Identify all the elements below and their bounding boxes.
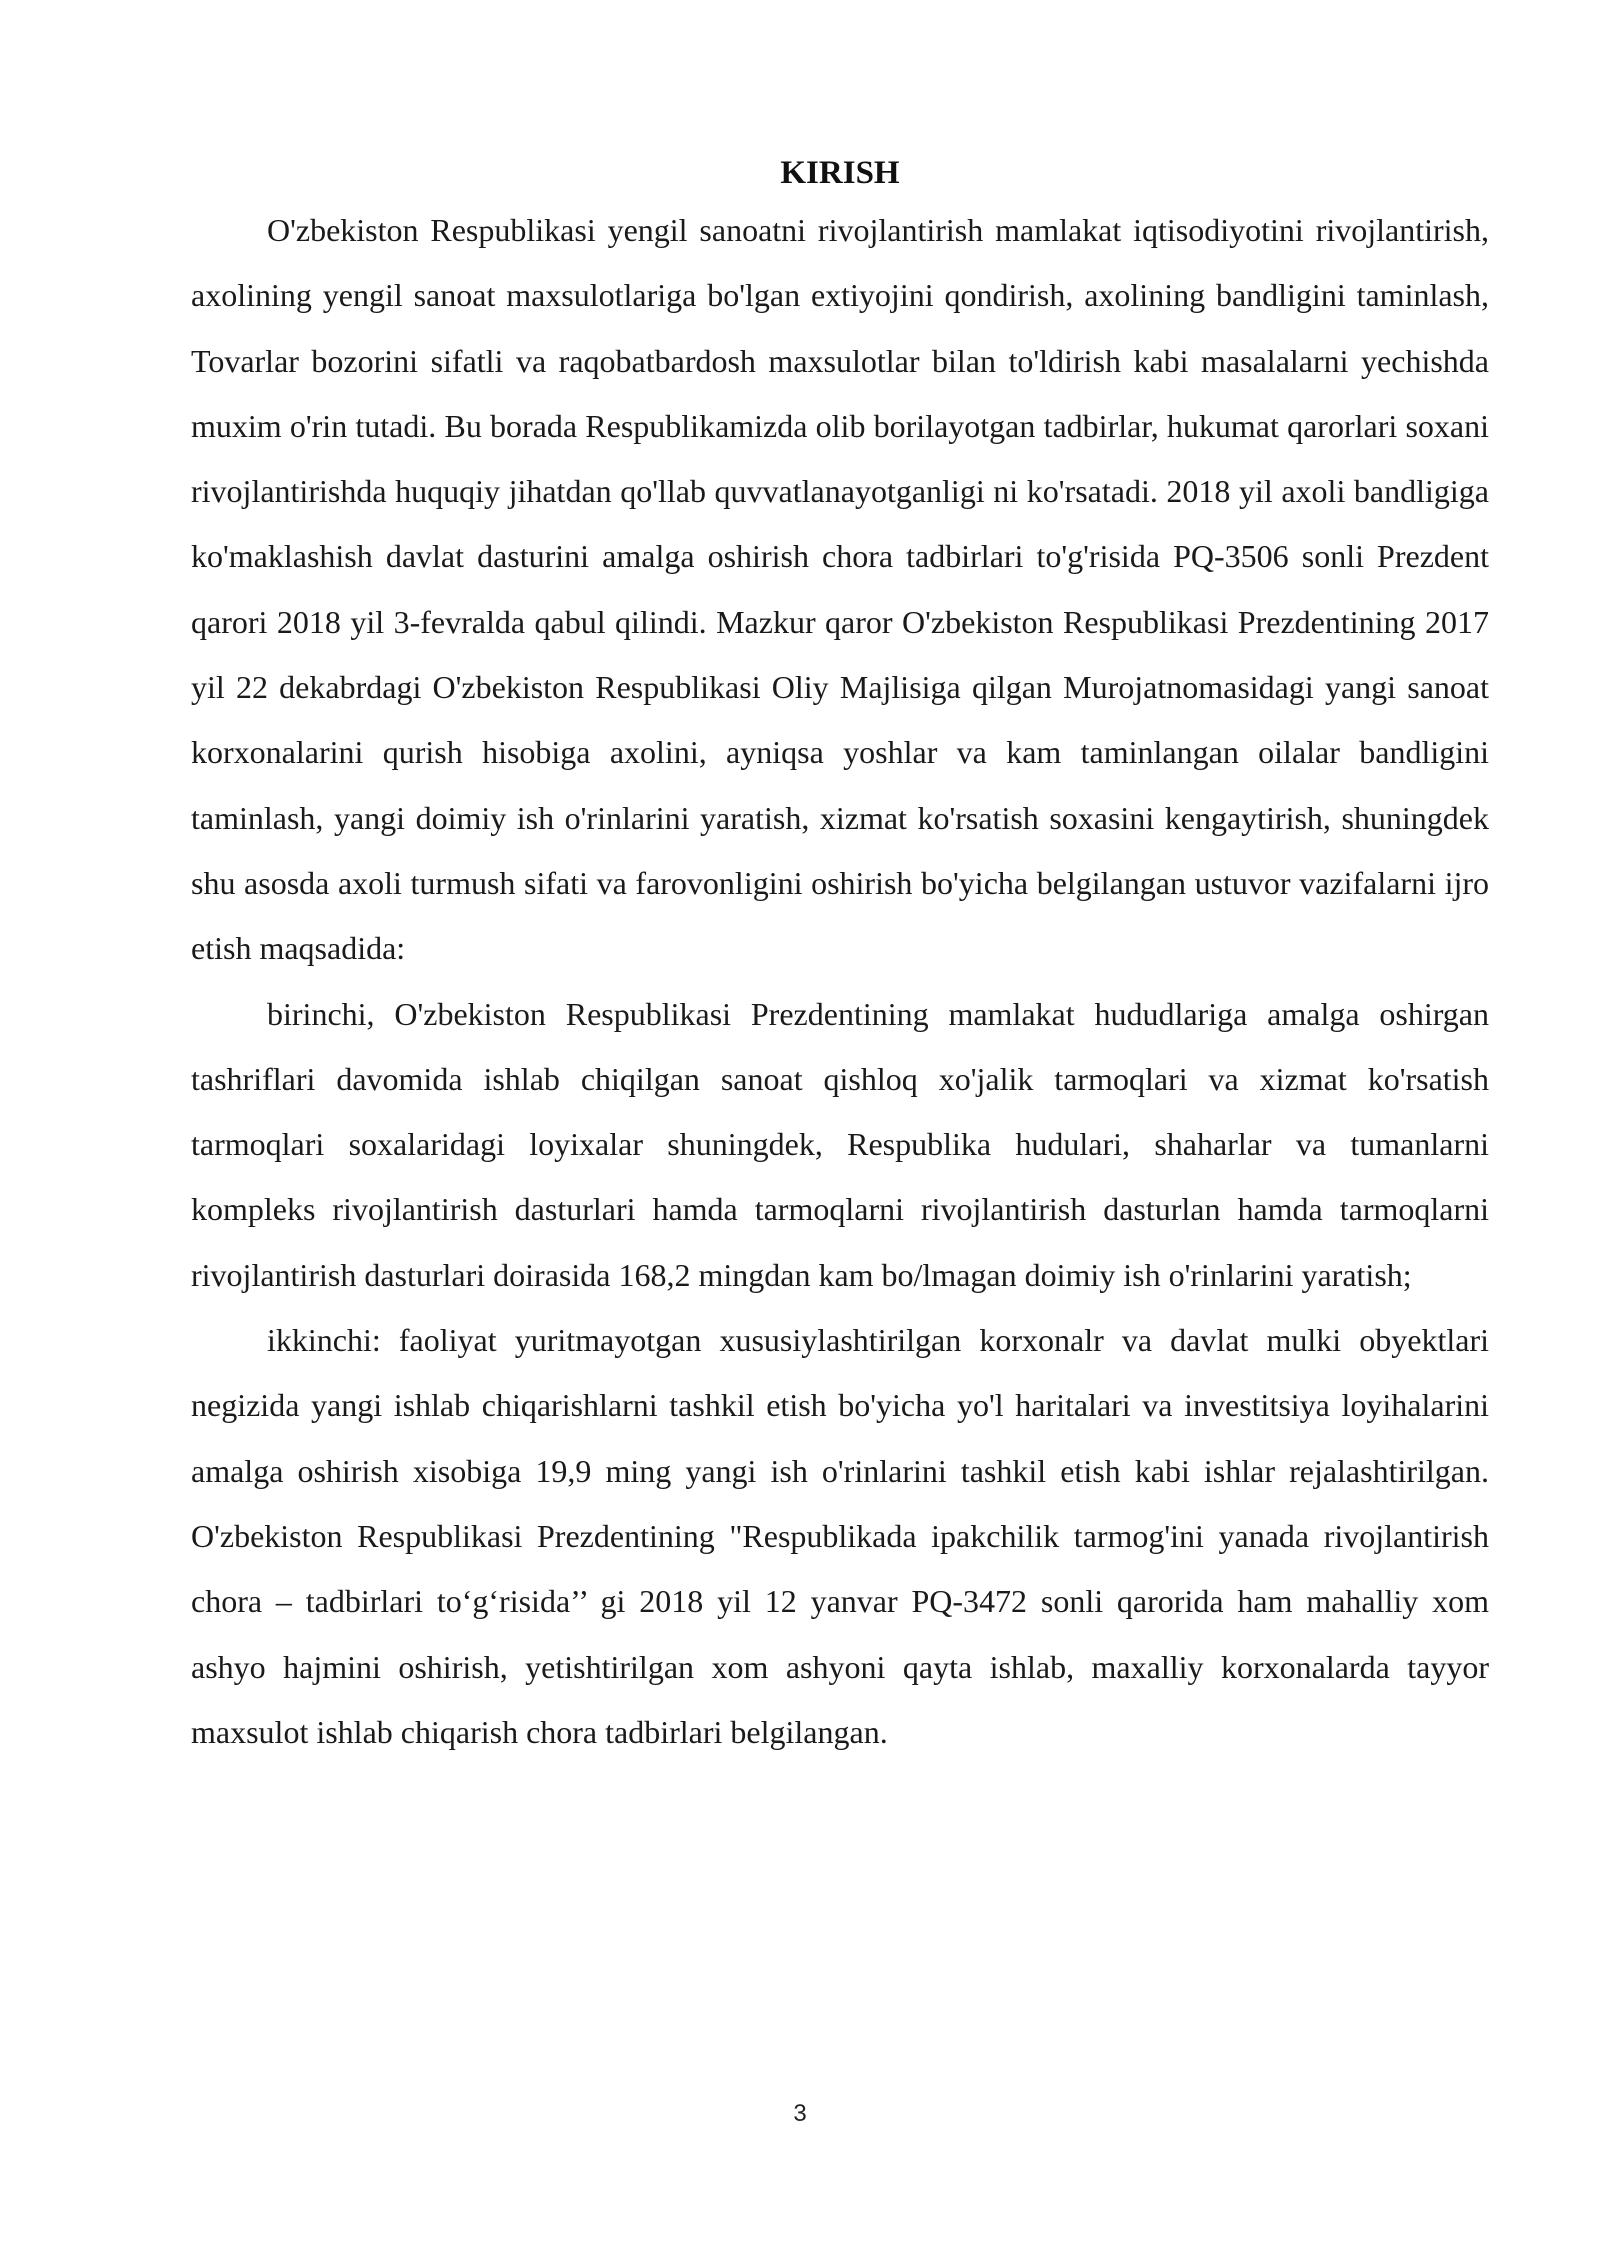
page-number: 3 xyxy=(793,2100,807,2127)
paragraph-second-item: ikkinchi: faoliyat yuritmayotgan xususiylashtirilgan korxonalr va davlat mulki obyektlari negizida yangi ishlab chiqarishlarni tashkil etish bo'yicha yo'l haritalari va investitsiya loyihalarini amalga oshirish xisobiga 19,9 ming yangi ish o'rinlarini tashkil etish kabi ishlar rejalashtirilgan. O'zbekiston Respublikasi Prezdentining "Respublikada ipakchilik tarmog'ini yanada rivojlantirish chora – tadbirlari to‘g‘risida’’ gi 2018 yil 12 yanvar PQ-3472 sonli qarorida ham mahalliy xom ashyo hajmini oshirish, yetishtirilgan xom ashyoni qayta ishlab, maxalliy korxonalarda tayyor maxsulot ishlab chiqarish chora tadbirlari belgilangan. xyxy=(191,1322,1489,1750)
page-title: KIRISH xyxy=(780,155,900,191)
page-content xyxy=(191,150,1489,1765)
paragraph-intro: O'zbekiston Respublikasi yengil sanoatni rivojlantirish mamlakat iqtisodiyotini rivojlantirish, axolining yengil sanoat maxsulotlariga bo'lgan extiyojini qondirish, axolining bandligini taminlash, Tovarlar bozorini sifatli va raqobatbardosh maxsulotlar bilan to'ldirish kabi masalalarni yechishda muxim o'rin tutadi. Bu borada Respublikamizda olib borilayotgan tadbirlar, hukumat qarorlari soxani rivojlantirishda huquqiy jihatdan qo'llab quvvatlanayotganligi ni ko'rsatadi. 2018 yil axoli bandligiga ko'maklashish davlat dasturini amalga oshirish chora tadbirlari to'g'risida PQ-3506 sonli Prezdent qarori 2018 yil 3-fevralda qabul qilindi. Mazkur qaror O'zbekiston Respublikasi Prezdentining 2017 yil 22 dekabrdagi O'zbekiston Respublikasi Oliy Majlisiga qilgan Murojatnomasidagi yangi sanoat korxonalarini qurish hisobiga axolini, ayniqsa yoshlar va kam taminlangan oilalar bandligini taminlash, yangi doimiy ish o'rinlarini yaratish, xizmat ko'rsatish soxasini kengaytirish, shuningdek shu asosda axoli turmush sifati va farovonligini oshirish bo'yicha belgilangan ustuvor vazifalarni ijro etish maqsadida: xyxy=(191,212,1489,967)
paragraph-first-item: birinchi, O'zbekiston Respublikasi Prezdentining mamlakat hududlariga amalga oshirgan tashriflari davomida ishlab chiqilgan sanoat qishloq xo'jalik tarmoqlari va xizmat ko'rsatish tarmoqlari soxalaridagi loyixalar shuningdek, Respublika hudulari, shaharlar va tumanlarni kompleks rivojlantirish dasturlari hamda tarmoqlarni rivojlantirish dasturlan hamda tarmoqlarni rivojlantirish dasturlari doirasida 168,2 mingdan kam bo/lmagan doimiy ish o'rinlarini yaratish; xyxy=(191,995,1489,1293)
